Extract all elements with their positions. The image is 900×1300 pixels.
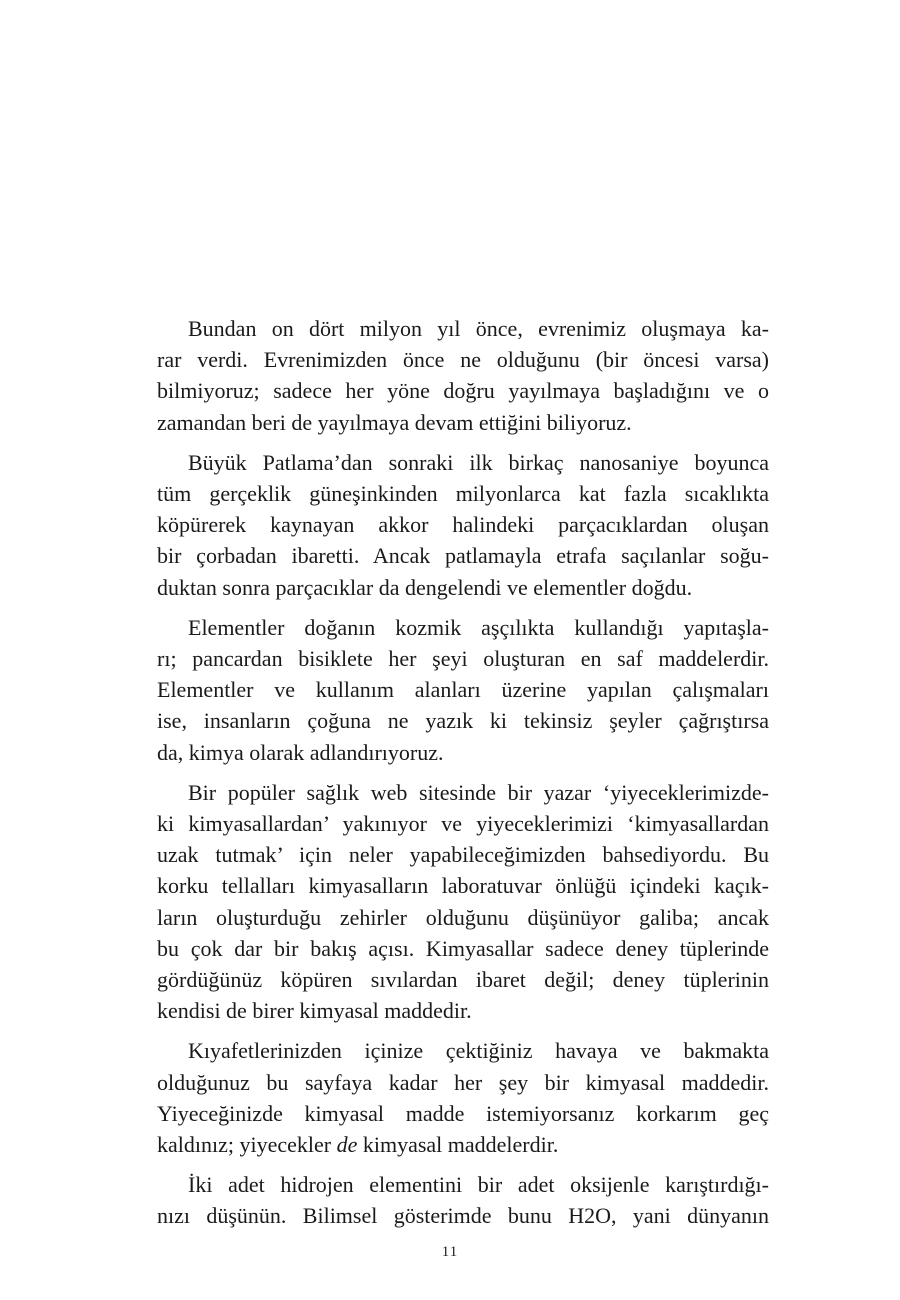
text-line: Bundan on dört milyon yıl önce, evrenimiz oluşmaya ka-: [188, 316, 769, 341]
emphasized-word: de: [336, 1132, 358, 1158]
text-line: olduğunuz bu sayfaya kadar her şey bir kimyasal maddedir.: [157, 1069, 769, 1095]
text-line: Elementler ve kullanım alanları üzerine yapılan çalışmaları: [157, 677, 769, 703]
text-line: Yiyeceğinizde kimyasal madde istemiyorsanız korkarım geç: [157, 1100, 769, 1126]
text-line: tüm gerçeklik güneşinkinden milyonlarca kat fazla sıcaklıkta: [157, 481, 769, 507]
paragraph: [157, 777, 769, 1027]
text-line: Kıyafetlerinizden içinize çektiğiniz havaya ve bakmakta: [188, 1038, 769, 1064]
text-line: Bir popüler sağlık web sitesinde bir yazar ‘yiyeceklerimizde-: [188, 779, 769, 805]
text-line: korku tellalları kimyasalların laboratuvar önlüğü içindeki kaçık-: [157, 873, 769, 899]
text-line: ise, insanların çoğuna ne yazık ki tekinsiz şeyler çağrıştırsa: [157, 708, 769, 734]
text-line: ların oluşturduğu zehirler olduğunu düşünüyor galiba; ancak: [157, 904, 769, 930]
text-line: bir çorbadan ibaretti. Ancak patlamayla etrafa saçılanlar soğu-: [157, 543, 769, 569]
text-line: zamandan beri de yayılmaya devam ettiğini biliyoruz.: [157, 409, 632, 435]
text-line: rar verdi. Evrenimizden önce ne olduğunu (bir öncesi varsa): [157, 347, 769, 373]
text-line: Büyük Patlama’dan sonraki ilk birkaç nanosaniye boyunca: [188, 449, 769, 475]
paragraph: [157, 313, 769, 438]
text-line: uzak tutmak’ için neler yapabileceğimizden bahsediyordu. Bu: [157, 842, 769, 868]
text-line: köpürerek kaynayan akkor halindeki parçacıklardan oluşan: [157, 512, 769, 538]
text-line: kendisi de birer kimyasal maddedir.: [157, 998, 472, 1024]
text-line: nızı düşünün. Bilimsel gösterimde bunu H2O, yani dünyanın: [157, 1203, 769, 1229]
body-text: [157, 313, 769, 1241]
paragraph: [157, 1169, 769, 1231]
text-line: İki adet hidrojen elementini bir adet oksijenle karıştırdığı-: [188, 1172, 769, 1198]
text-line: gördüğünüz köpüren sıvılardan ibaret değil; deney tüplerinin: [157, 967, 769, 993]
page-number: 11: [441, 1244, 459, 1260]
text-line-with-emphasis: kaldınız; yiyecekler de kimyasal maddelerdir.: [157, 1132, 559, 1158]
text-line: rı; pancardan bisiklete her şeyi oluşturan en saf maddelerdir.: [157, 646, 769, 672]
text-line: Elementler doğanın kozmik aşçılıkta kullandığı yapıtaşla-: [188, 614, 769, 640]
text-line: bilmiyoruz; sadece her yöne doğru yayılmaya başladığını ve o: [157, 378, 769, 404]
paragraph: [157, 447, 769, 603]
text-line: ki kimyasallardan’ yakınıyor ve yiyeceklerimizi ‘kimyasallardan: [157, 811, 769, 837]
text-line: duktan sonra parçacıklar da dengelendi ve elementler doğdu.: [157, 574, 693, 600]
text-line: da, kimya olarak adlandırıyoruz.: [157, 739, 444, 765]
paragraph: [157, 1035, 769, 1160]
text-line: bu çok dar bir bakış açısı. Kimyasallar sadece deney tüplerinde: [157, 935, 769, 961]
paragraph: [157, 612, 769, 768]
